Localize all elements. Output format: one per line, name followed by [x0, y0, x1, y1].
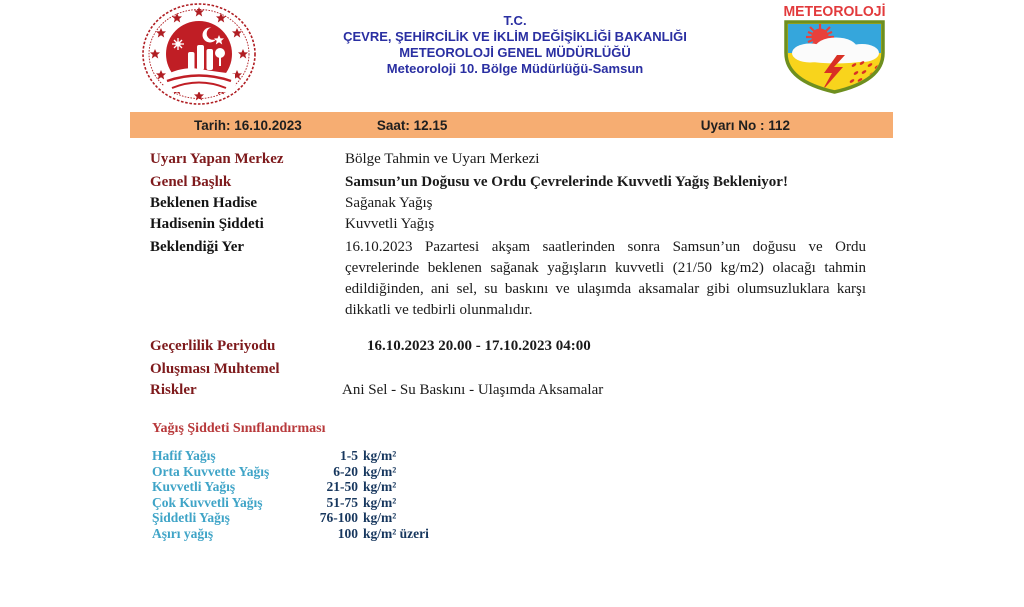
svg-text:METEOROLOJİ: METEOROLOJİ [783, 4, 890, 20]
field-general-title [150, 172, 866, 193]
date-field: Tarih: 16.10.2023 [194, 117, 302, 133]
classification-row [152, 495, 429, 511]
class-unit: kg/m² [363, 463, 397, 479]
warning-number-field: Uyarı No : 112 [700, 117, 790, 133]
header-title-block [255, 13, 775, 77]
class-range: 76-100 [319, 510, 358, 525]
field-event-severity [150, 214, 866, 235]
header-directorate: METEOROLOJİ GENEL MÜDÜRLÜĞÜ [399, 45, 631, 60]
field-value: Samsun’un Doğusu ve Ordu Çevrelerinde Kuvvetli Yağış Bekleniyor! [345, 174, 788, 190]
classification-row [152, 526, 429, 542]
field-label: Beklendiği Yer [150, 239, 245, 255]
field-value: Sağanak Yağış [345, 195, 433, 211]
classification-row [152, 448, 429, 464]
class-label: Çok Kuvvetli Yağış [152, 494, 263, 510]
class-range: 1-5 [340, 448, 358, 463]
class-label: Hafif Yağış [152, 448, 216, 463]
class-label: Aşırı yağış [152, 525, 214, 541]
class-label: Kuvvetli Yağış [152, 479, 236, 494]
ministry-emblem-icon [140, 2, 258, 106]
field-expected-location [150, 237, 866, 321]
field-value: Bölge Tahmin ve Uyarı Merkezi [345, 151, 540, 167]
classification-row [152, 479, 429, 495]
info-bar [130, 112, 893, 138]
field-validity-period [150, 336, 866, 357]
header-tc: T.C. [503, 13, 527, 28]
field-value: Ani Sel - Su Baskını - Ulaşımda Aksamalar [342, 382, 604, 398]
header-regional-office: Meteoroloji 10. Bölge Müdürlüğü-Samsun [386, 61, 644, 76]
time-field: Saat: 12.15 [376, 117, 448, 133]
class-unit: kg/m² üzeri [363, 525, 429, 541]
field-label: Beklenen Hadise [150, 195, 258, 211]
warning-fields [150, 149, 866, 401]
class-range: 51-75 [326, 494, 358, 510]
field-value: 16.10.2023 20.00 - 17.10.2023 04:00 [367, 338, 591, 354]
field-value: Kuvvetli Yağış [345, 216, 435, 232]
field-label: Hadisenin Şiddeti [150, 216, 264, 232]
field-issuing-center [150, 149, 866, 170]
class-label: Şiddetli Yağış [152, 510, 230, 525]
meteorology-logo-icon [776, 3, 893, 97]
class-label: Orta Kuvvette Yağış [152, 463, 270, 479]
field-expected-event [150, 193, 866, 214]
class-unit: kg/m² [363, 494, 397, 510]
header-ministry: ÇEVRE, ŞEHİRCİLİK VE İKLİM DEĞİŞİKLİĞİ BAKANLIĞI [343, 29, 687, 44]
class-unit: kg/m² [363, 448, 397, 463]
field-label: Uyarı Yapan Merkez [150, 151, 284, 167]
classification-title: Yağış Şiddeti Sınıflandırması [152, 421, 326, 436]
classification-row [152, 510, 429, 526]
class-range: 21-50 [326, 479, 358, 494]
field-label: Genel Başlık [150, 174, 232, 190]
class-unit: kg/m² [363, 479, 397, 494]
classification-row [152, 464, 429, 480]
class-range: 100 [337, 525, 358, 541]
rainfall-classification-table [152, 420, 429, 541]
field-possible-risks [150, 359, 866, 401]
class-unit: kg/m² [363, 510, 397, 525]
field-value: 16.10.2023 Pazartesi akşam saatlerinden sonra Samsun’un doğusu ve Ordu çevrelerinde beklenen sağanak yağışların kuvvetli (21/50 kg/m2) olacağı tahmin edildiğinden, ani sel, su baskını ve ulaşımda aksamalar gibi olumsuzluklara karşı dikkatli ve tedbirli olunmalıdır. [345, 239, 866, 318]
field-label: Oluşması Muhtemel Riskler [150, 361, 280, 398]
field-label: Geçerlilik Periyodu [150, 338, 276, 354]
class-range: 6-20 [333, 463, 358, 479]
